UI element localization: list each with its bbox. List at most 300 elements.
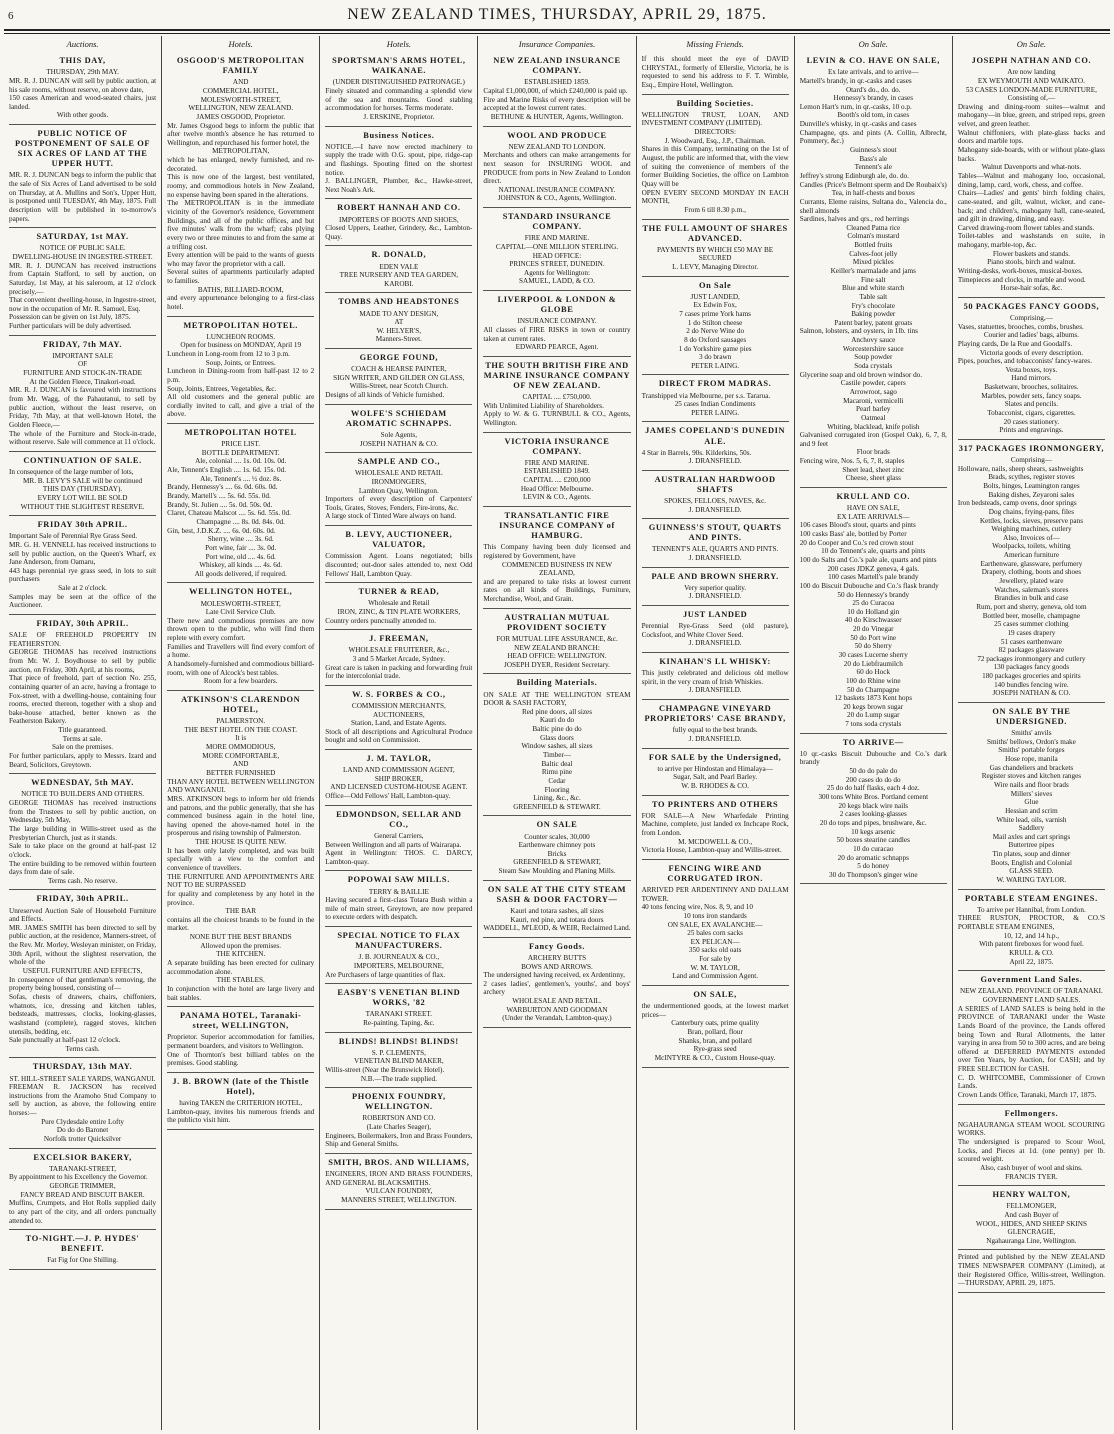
ad-line: 20 do Vinegar [852, 625, 894, 634]
ad-line: THIS DAY (THURSDAY). [42, 485, 123, 494]
ad-line: KAROBI. [384, 279, 414, 288]
ad-title: NEW ZEALAND INSURANCE COMPANY. [493, 56, 621, 76]
ad-line: Stock of all descriptions and Agricultural Produce bought and sold on Commission. [325, 727, 473, 745]
ad-line: Designs of all kinds of Vehicle furnished. [325, 391, 445, 400]
ad-line: TARANAKI-STREET, [49, 1164, 117, 1173]
ad-title: KRULL AND CO. [836, 492, 911, 502]
ad-line: In consequence of the large number of lots, [9, 467, 134, 476]
advertisement [9, 228, 156, 335]
ad-line: Fencing wire, Nos. 5, 6, 7, 8, staples [799, 457, 905, 466]
advertisement [642, 519, 789, 567]
ad-line: for quality and completeness by any hotel in the province. [167, 889, 315, 907]
ad-line: J. DRANSFIELD. [688, 592, 742, 601]
column-6 [795, 36, 953, 1430]
ad-line: Allowed upon the premises. [200, 941, 282, 950]
ad-line: COMMISSION MERCHANTS, [351, 701, 446, 710]
ad-line: Lining, &c., &c. [533, 794, 581, 803]
ad-line: Sale punctually at half-past 12 o'clock. [9, 1036, 121, 1045]
ad-line: Bass's ale [859, 154, 888, 163]
ad-line: Possession can be given on 1st July, 1875. [9, 313, 131, 322]
ad-line: Very superior quality. [684, 583, 747, 592]
ad-line: Crown Lands Office, Taranaki, March 17, 1875. [957, 1091, 1097, 1099]
ad-line: J. DRANSFIELD. [688, 457, 742, 466]
ad-line: Boots, English and Colonial [990, 858, 1072, 867]
ad-line: W. B. RHODES & CO. [681, 781, 750, 790]
ad-line: 30 do Thompson's ginger wine [828, 870, 918, 879]
ad-line: MR. R. J. DUNCAN begs to inform the public that the sale of Six Acres of Land advertised to be sold on Thursday, at A. Mullins and Son's, Upper Hutt, is postponed until TUESDAY, 4th May, 1875. Full description will be published in to-morrow's papers. [9, 171, 157, 223]
ad-line: Great care is taken in packing and forwarding fruit for the intercolonial trade. [325, 663, 473, 681]
ad-title: ON SALE [536, 820, 578, 830]
ad-line: Kauri and totara sashes, all sizes [510, 906, 604, 915]
column-heading: Hotels. [228, 39, 253, 49]
ad-line: Brandy, St. Julien .... 5s. 0d. 50s. 0d. [167, 500, 273, 509]
ad-line: Shares in this Company, terminating on the 1st of August, the public are informed that, with the view of suiting the convenience of members of the former Building Societies, the office on Lambton Quay will be [641, 145, 789, 188]
ad-line: THE BEST HOTEL ON THE COAST. [184, 725, 298, 734]
ad-line: Engineers, Boilermakers, Iron and Brass Founders, Ship and General Smiths. [325, 1131, 473, 1149]
ad-line: Soup, Joints, or Entrees. [205, 358, 276, 367]
advertisement [325, 526, 472, 583]
ad-line: WELLINGTON, NEW ZEALAND. [188, 104, 294, 113]
ad-line: Shanks, bran, and pollard [678, 1036, 752, 1045]
ad-line: For sale by [699, 955, 732, 964]
ad-line: The whole of the Furniture and Stock-in-trade, without reserve. Sale will commence at 11 o'clock. [9, 429, 157, 447]
ad-line: WHOLESALE AND RETAIL [355, 469, 443, 478]
ad-line: Perennial Rye-Grass Seed (old pasture), Cocksfoot, and White Clover Seed. [641, 622, 789, 639]
ad-line: Baltic deal [541, 759, 573, 768]
ad-line: Chairs—Ladies' and gents' birch folding chairs, cane-seated, and gilt, walnut, wicker, and cane-back; and children's, mahogany hall, cane-seated, and gilt in drawing, dining, and easy. [957, 189, 1105, 224]
ad-line: Hennessy's brandy, in cases [833, 94, 914, 103]
ad-line: Flooring [544, 785, 570, 794]
ad-line: THURSDAY, 29th MAY. [46, 68, 119, 77]
ad-line: NEW ZEALAND BRANCH: [514, 643, 600, 652]
ad-line: and every appurtenance belonging to a first-class hotel. [167, 294, 315, 311]
ad-line: TREE NURSERY AND TEA GARDEN, [339, 271, 459, 280]
ad-line: All goods delivered, if required. [194, 569, 287, 578]
ad-line: THE BAR [225, 907, 256, 916]
column-5 [637, 36, 795, 1430]
ad-line: In consequence of that gentleman's removing, the property being housed, consisting of— [9, 975, 157, 993]
ad-line: 2 cases looking-glasses [839, 810, 907, 819]
ad-line: 50 do Sherry [854, 642, 892, 651]
advertisement [325, 686, 472, 750]
ad-title: OSGOOD'S METROPOLITAN FAMILY [176, 56, 305, 76]
ad-line: 150 cases American and wood-seated chairs, just landed. [9, 94, 157, 111]
ad-line: 10 do curacao [853, 844, 894, 853]
ad-line: Terms cash. [65, 1044, 100, 1053]
ad-line: WARBURTON AND GOODMAN [506, 1005, 608, 1014]
ad-line: ROBERTSON AND CO. [362, 1114, 436, 1123]
ad-line: Terms at sale. [62, 734, 103, 743]
ad-line: Printed and published by the NEW ZEALAND TIMES NEWSPAPER COMPANY (Limited), at their Registered Office, Willis-street, Wellington.—THURSDAY, APRIL 29, 1875. [957, 1253, 1105, 1288]
ad-title: JAMES COPELAND'S DUNEDIN ALE. [645, 426, 786, 446]
ad-line: Window sashes, all sizes [521, 742, 593, 751]
ad-line: Oatmeal [861, 413, 886, 422]
ad-line: BATHS, BILLIARD-ROOM, [197, 285, 284, 294]
ad-line: Soup, Joints, Entrees, Vegetables, &c. [167, 384, 277, 393]
ad-title: THIS DAY, [59, 56, 106, 66]
ad-line: MR. R. J. DUNCAN has received instructions from Captain Stafford, to sell by auction, on Saturday, 1st May, at his saleroom, at 12 o'clock precisely,— [9, 261, 157, 296]
advertisement [483, 938, 630, 1028]
advertisement [642, 568, 789, 606]
ad-line: Jeffrey's strong Edinburgh ale, do. do. [799, 171, 909, 180]
ad-line: THAN ANY HOTEL BETWEEN WELLINGTON AND WANGANUI. [167, 777, 315, 795]
ad-line: Baking dishes, Zeyaroni sales [988, 490, 1075, 499]
ad-line: General Carriers, [374, 831, 424, 840]
ad-title: FRIDAY, 30th APRIL. [36, 619, 129, 628]
advertisement [325, 583, 472, 630]
ad-line: Hessian and scrim [1005, 806, 1058, 815]
ad-line: Comprising,— [1009, 314, 1053, 322]
ad-line: THE HOUSE IS QUITE NEW. [195, 838, 286, 847]
ad-line: Willis-street (Near the Brunswick Hotel). [325, 1065, 445, 1074]
ad-line: J. DRANSFIELD. [688, 639, 742, 648]
ad-line: Bottled fruits [854, 241, 893, 250]
ad-line: Also, Invoices of— [1003, 533, 1060, 542]
ad-line: It has been only lately completed, and was built specially with a view to the comfort and convenience of travellers. [167, 846, 315, 872]
ad-line: This justly celebrated and delicious old mellow spirit, in the very cream of Irish Whiskies. [641, 669, 789, 686]
ad-title: JOSEPH NATHAN AND CO. [971, 56, 1092, 66]
ad-line: Marbles, powder sets, fancy soaps. [981, 391, 1082, 400]
ad-line: 25 do do half flasks, each 4 doz. [826, 784, 920, 793]
ad-line: J. DRANSFIELD. [688, 686, 742, 695]
ad-line: It is [235, 734, 247, 743]
ad-line: 19 cases drapery [1007, 628, 1056, 637]
ad-line: Counter scales, 30,000 [524, 832, 590, 841]
advertisement [958, 1105, 1105, 1187]
advertisement [9, 1230, 156, 1270]
ad-line: PETER LAING. [691, 408, 740, 417]
ad-line: Writing-desks, work-boxes, musical-boxes. [957, 267, 1083, 275]
ad-line: L. LEVY, Managing Director. [672, 262, 759, 271]
ad-line: Currants, Eleme raisins, Sultana do., Valencia do., shell almonds [799, 197, 947, 215]
ad-line: Fat Fig for One Shilling. [47, 1256, 119, 1265]
ad-line: Fine salt [860, 275, 886, 284]
ad-line: fully equal to the best brands. [672, 726, 758, 735]
ad-line: MOLESWORTH-STREET, [200, 95, 281, 104]
ad-line: Pipes, pouches, and tobacconists' fancy-wares. [957, 357, 1092, 366]
ad-line: Hose rope, manila [1005, 755, 1058, 764]
ad-line: (UNDER DISTINGUISHED PATRONAGE.) [332, 78, 465, 87]
ad-line: Whiskey, all kinds .... 4s. 6d. [199, 561, 283, 570]
advertisement [958, 703, 1105, 890]
ad-line: NEW ZEALAND TO LONDON. [508, 142, 606, 151]
ad-title: WOLFE'S SCHIEDAM AROMATIC SCHNAPPS. [345, 408, 452, 428]
ad-line: 40 do Kirschwasser [844, 616, 902, 625]
ad-line: COMMERCIAL HOTEL, [202, 86, 279, 95]
ad-line: Consisting of,— [1007, 94, 1056, 103]
advertisement [325, 750, 472, 806]
advertisement [642, 986, 789, 1068]
advertisement [642, 52, 789, 95]
ad-line: W. WARING TAYLOR. [996, 876, 1067, 885]
ad-line: Commission Agent. Loans negotiated; bills discounted; out-door sales attended to, next Odd Fellows' Hall, Lambton Quay. [325, 552, 473, 578]
ad-line: (Late Charles Seager), [366, 1123, 432, 1132]
advertisement [483, 674, 630, 816]
ad-line: BETHUNE & HUNTER, Agents, Wellington. [490, 112, 624, 121]
advertisement [325, 806, 472, 872]
ad-line: Mixed pickles [852, 258, 894, 267]
ad-line: SALE OF FREEHOLD PROPERTY IN FEATHERSTON. [9, 631, 157, 648]
ad-line: THREE RUSTON, PROCTOR, & CO.'S PORTABLE STEAM ENGINES, [957, 914, 1105, 932]
ad-title: SPECIAL NOTICE TO FLAX MANUFACTURERS. [337, 931, 461, 951]
ad-line: DWELLING-HOUSE IN INGESTRE-STREET. [12, 252, 153, 261]
ad-line: Sale to take place on the ground at half-past 12 o'clock. [9, 842, 157, 859]
ad-line: HAVE ON SALE, [846, 504, 900, 513]
advertisement [325, 927, 472, 984]
advertisement [325, 984, 472, 1032]
ad-line: Gin, best, J.D.K.Z. .... 6s. 0d. 60s. 0d. [167, 526, 276, 535]
ad-line: Courier and ladies' bags, albums. [983, 331, 1079, 340]
ad-line: Bottled beer, moselle, champagne [982, 611, 1081, 620]
ad-line: Blue and white starch [842, 284, 905, 293]
ad-line: 3 and 5 Market Arcade, Sydney. [352, 654, 446, 663]
ad-line: Glycerine soap and old brown windsor do. [799, 370, 923, 379]
ad-line: Smiths' portable forges [998, 746, 1065, 755]
advertisement [483, 127, 630, 209]
column-heading: Insurance Companies. [518, 39, 596, 49]
ad-line: Country orders punctually attended to. [325, 616, 437, 625]
ad-line: PAYMENTS BY WHICH £50 MAY BE SECURED [657, 245, 774, 263]
ad-title: TO-NIGHT.—J. P. HYDES' BENEFIT. [25, 1234, 140, 1254]
ad-line: 130 packages fancy goods [993, 663, 1070, 672]
ad-line: Capital £1,000,000, of which £240,000 is paid up. [483, 86, 628, 95]
advertisement [167, 317, 314, 424]
ad-title: TOMBS AND HEADSTONES [338, 297, 460, 307]
ad-line: FURNITURE AND STOCK-IN-TRADE [23, 369, 142, 378]
ad-line: Champagne, qts. and pints (A. Collin, Albrecht, Pommery, &c.) [799, 128, 947, 146]
ad-line: Fire and Marine Risks of every description will be accepted at the lowest current rates. [483, 95, 631, 113]
ad-line: 5 do honey [857, 862, 890, 871]
advertisement [167, 52, 314, 316]
ad-line: MANNERS STREET, WELLINGTON. [341, 1195, 457, 1204]
advertisement [325, 1033, 472, 1089]
ad-line: That convenient dwelling-house, in Ingestre-street, now in the occupation of Mr. R. Samuel, Esq. [9, 296, 157, 313]
ad-line: Willis-Street, near Scotch Church. [349, 382, 449, 391]
advertisement [642, 749, 789, 796]
ad-line: 40 tons fencing wire, Nos. 8, 9, and 10 [641, 903, 753, 912]
ad-line: GLASS SEED. [1009, 867, 1054, 876]
ad-line: to arrive per Hindostan and Himalaya— [657, 764, 773, 773]
ad-title: THURSDAY, 13th MAY. [32, 1062, 133, 1072]
ad-line: 25 do Curacoa [852, 599, 895, 608]
column-heading: Missing Friends. [686, 39, 744, 49]
ad-line: THE STABLES. [216, 976, 265, 985]
ad-line: 10, 12, and 14 h.p., [1003, 931, 1060, 940]
ad-line: Proprietor. Superior accommodation for families, permanent boarders, and visitors to Wellington. [167, 1033, 315, 1051]
ad-line: 100 do Biscuit Dubouche and Co.'s flask brandy [799, 581, 939, 590]
ad-line: THE FURNITURE AND APPOINTMENTS ARE NOT TO BE SURPASSED [167, 872, 315, 890]
ad-line: Ale, Tennent's .... ½ doz. 8s. [200, 474, 282, 483]
ad-line: M. MCDOWELL & CO., [678, 837, 753, 846]
ad-line: If this should meet the eye of DAVID CHRYSTAL, formerly of Ellerslie, Victoria, he is requested to send his address to F. T. Wimble, Esq., Empire Hotel, Wellington. [641, 55, 789, 90]
ad-line: Luncheon in Long-room from 12 to 3 p.m. [167, 350, 290, 358]
advertisement [483, 291, 630, 357]
ad-title: ON SALE, [693, 990, 737, 1000]
ad-title: ON SALE AT THE CITY STEAM SASH & DOOR FACTORY— [487, 884, 627, 904]
ad-line: Are now landing [1007, 68, 1056, 77]
ad-title: Government Land Sales. [980, 975, 1083, 985]
ad-line: Every attention will be paid to the wants of guests who may favor the proprietor with a call. [167, 251, 315, 268]
ad-line: 20 cases stationery. [1003, 417, 1060, 426]
ad-line: Worcestershire sauce [842, 344, 904, 353]
advertisement [9, 774, 156, 890]
ad-line: White lead, oils, varnish [996, 815, 1067, 824]
ad-line: 20 do Lump sugar [847, 711, 900, 720]
ad-title: PORTABLE STEAM ENGINES. [965, 893, 1098, 903]
ad-line: W. M. TAYLOR, [690, 963, 740, 972]
ad-title: 50 PACKAGES FANCY GOODS, [963, 301, 1100, 311]
ad-line: Drapery, clothing, boots and shoes [981, 568, 1082, 577]
advertisement [167, 1073, 314, 1130]
ad-line: 60 do Hock [856, 668, 891, 677]
advertisement [483, 507, 630, 609]
ad-line: The undersigned having received, ex Ardentinny, [483, 971, 625, 980]
ad-title: AUSTRALIAN MUTUAL PROVIDENT SOCIETY [504, 612, 610, 632]
ad-line: Sardines, halves and qrs., red herrings [799, 215, 910, 224]
ad-line: Wire nails and floor brads [994, 780, 1069, 789]
ad-line: FOR MUTUAL LIFE ASSURANCE, &c. [496, 634, 618, 643]
ad-line: NOTICE TO BUILDERS AND OTHERS. [21, 790, 145, 799]
ad-line: ARCHERY BUTTS [527, 953, 587, 962]
ad-title: METROPOLITAN HOTEL. [183, 320, 298, 330]
advertisement [642, 860, 789, 986]
ad-line: 10 do Tennent's ale, quarts and pints [821, 547, 926, 556]
ad-line: COMMENCED BUSINESS IN NEW ZEALAND, [501, 560, 612, 578]
ad-line: Sale at 2 o'clock. [58, 584, 107, 593]
ad-line: THE KITCHEN. [216, 950, 266, 959]
ad-line: Jewellery, plated ware [999, 577, 1064, 586]
ad-line: VENETIAN BLIND MAKER, [354, 1057, 444, 1066]
ad-line: Drawing and dining-room suites—walnut and mahogany—in blue, green, and striped reps, green velvet, and green leather. [957, 102, 1105, 129]
ad-title: EXCELSIOR BAKERY, [33, 1152, 132, 1162]
ad-line: Arrowroot, sago [849, 387, 897, 396]
ad-line: FANCY BREAD AND BISCUIT BAKER. [20, 1190, 145, 1199]
ad-line: 25 cases summer clothing [994, 620, 1069, 629]
masthead: NEW ZEALAND TIMES, THURSDAY, APRIL 29, 1875. [347, 6, 767, 23]
ad-line: KRULL & CO. [1009, 948, 1054, 957]
ad-line: NATIONAL INSURANCE COMPANY. [498, 185, 616, 194]
ad-line: Between Wellington and all parts of Wairarapa. [325, 840, 462, 849]
ad-line: Lambton-quay, invites his numerous friends and the publicto visit him. [167, 1107, 315, 1125]
ad-line: Agent in Wellington: THOS. C. DARCY, Lambton-quay. [325, 849, 473, 866]
ad-line: Wholesale and Retail [368, 599, 430, 608]
advertisement [958, 52, 1105, 298]
ad-line: 25 cases Indian Condiments [674, 400, 756, 409]
ad-line: VULCAN FOUNDRY, [365, 1187, 433, 1196]
advertisement [325, 453, 472, 526]
ad-line: Unreserved Auction Sale of Household Furniture and Effects. [9, 906, 157, 924]
ad-line: 100 do Salts and Co.'s pale ale, quarts and pints [799, 555, 937, 564]
ad-title: DIRECT FROM MADRAS. [658, 379, 772, 389]
ad-title: ATKINSON'S CLARENDON HOTEL, [181, 694, 301, 715]
ad-title: TO ARRIVE— [842, 737, 904, 747]
ad-line: Kettles, locks, sieves, preserve pans [979, 516, 1084, 525]
ad-line: BOWS AND ARROWS. [521, 962, 593, 971]
ad-title: ON SALE BY THE UNDERSIGNED. [992, 706, 1071, 727]
ad-line: Otard's do., do. do. [845, 85, 901, 94]
ad-line: Gas chandeliers and brackets [989, 763, 1074, 772]
ad-line: AT [394, 318, 404, 327]
ad-line: 50 do Champagne [847, 685, 900, 694]
advertisement [958, 440, 1105, 703]
ad-line: 10 kegs arsenic [851, 827, 896, 836]
ad-line: Importers of every description of Carpenters' Tools, Grates, Stoves, Fenders, Fire-irons, &c. [325, 495, 473, 512]
ad-title: BLINDS! BLINDS! BLINDS! [338, 1036, 459, 1046]
ad-title: Building Societies. [676, 98, 754, 108]
ad-line: 82 packages glassware [998, 646, 1065, 655]
ad-line: COACH & HEARSE PAINTER, [351, 365, 447, 374]
ad-line: Samples may be seen at the office of the Auctioneer. [9, 592, 157, 610]
ad-line: 2 cases ladies', gentlemen's, youths', and boys' archery [483, 979, 631, 997]
ad-line: Rye-grass seed [693, 1045, 737, 1054]
ad-line: Buttertree pipes [1008, 841, 1055, 850]
ad-line: FIRE AND MARINE. [524, 234, 590, 243]
ad-line: Carved drawing-room flower tables and stands. [957, 223, 1095, 232]
ad-line: 50 do do pale do [849, 767, 898, 776]
ad-line: Brandy, Martell's .... 5s. 6d. 55s. 0d. [167, 492, 271, 501]
ad-title: CONTINUATION OF SALE. [23, 455, 142, 465]
advertisement [958, 1186, 1105, 1250]
ad-line: Apply to W. & G. TURNBULL & CO., Agents, Wellington. [483, 410, 631, 427]
ad-line: LAND AND COMMISSION AGENT, [343, 766, 455, 775]
ad-line: Transhipped via Melbourne, per s.s. Tararua. [641, 391, 771, 400]
ad-line: JOHNSTON & CO., Agents, Wellington. [497, 194, 617, 203]
ad-line: Ex Edwin Fox, [693, 301, 737, 310]
ad-line: At the Golden Fleece, Tinakori-road. [29, 377, 136, 386]
ad-line: GREENFIELD & STEWART. [513, 802, 601, 811]
column-heading: Auctions. [66, 39, 99, 49]
ad-line: ARRIVED PER ARDENTINNY AND DALLAM TOWER. [641, 885, 789, 903]
ad-line: Sugar, Salt, and Pearl Barley. [673, 773, 758, 782]
ad-line: Pearl barley [856, 405, 891, 414]
ad-line: Horse-hair sofas, &c. [1000, 284, 1063, 293]
ad-line: Booth's old tom, in cases [837, 111, 910, 120]
ad-line: Norfolk trotter Quicksilver [43, 1134, 122, 1143]
advertisement [325, 246, 472, 293]
ad-line: Claret, Chateau Malscot .... 5s. 6d. 55s. 0d. [167, 509, 291, 518]
ad-line: Late Civil Service Club. [205, 608, 276, 617]
ad-line: MR. JAMES SMITH has been directed to sell by public auction, at the residence, Manners-street, of the Rev. Mr. Morley, Wesleyan minister, on Friday, 30th April, without the slightest reservation, the whole of the [9, 923, 157, 967]
ad-line: Sole Agents, [380, 430, 418, 439]
ad-line: METROPOLITAN, [212, 147, 270, 156]
ad-line: HEAD OFFICE: [532, 251, 582, 260]
ad-title: Fellmongers. [1004, 1108, 1059, 1118]
ad-line: PETER LAING. [691, 361, 740, 370]
ad-line: Earthenware chimney pots [518, 841, 596, 850]
ad-title: SMITH, BROS. AND WILLIAMS, [328, 1157, 470, 1167]
advertisement [9, 1149, 156, 1231]
ad-line: 12 baskets 1873 Kent hops [834, 694, 912, 703]
ad-line: Tobacconist, cigars, cigarettes. [987, 409, 1076, 418]
ad-line: Castile powder, capers [840, 379, 906, 388]
ad-line: All old customers and the general public are cordially invited to call, and give a trial of the above. [167, 393, 315, 419]
advertisement [483, 208, 630, 291]
ad-line: Luncheon in Dining-room from half-past 12 to 2 p.m. [167, 367, 315, 384]
ad-line: MOLESWORTH-STREET, [200, 599, 281, 608]
ad-line: 8 do Oxford sausages [684, 335, 747, 344]
ad-line: J. BALLINGER, Plumber, &c., Hawke-street, Next Noah's Ark. [325, 177, 473, 194]
advertisement [800, 52, 947, 488]
ad-line: OF [77, 360, 88, 369]
ad-title: FOR SALE by the Undersigned, [648, 752, 782, 762]
ad-line: A handsomely-furnished and commodious billiard-room, with one of Alcock's best tables. [167, 660, 315, 677]
ad-line: Re-painting, Taping, &c. [363, 1018, 435, 1027]
ad-line: 100 cases Martell's pale brandy [828, 573, 919, 582]
ad-line: Champagne .... 8s. 0d. 84s. 0d. [196, 517, 285, 526]
ad-line: Open for business on MONDAY, April 19 [180, 341, 302, 350]
ad-line: 300 tons White Bros. Portland cement [818, 793, 929, 802]
ad-line: EX WEYMOUTH AND WAIKATO. [977, 76, 1085, 85]
